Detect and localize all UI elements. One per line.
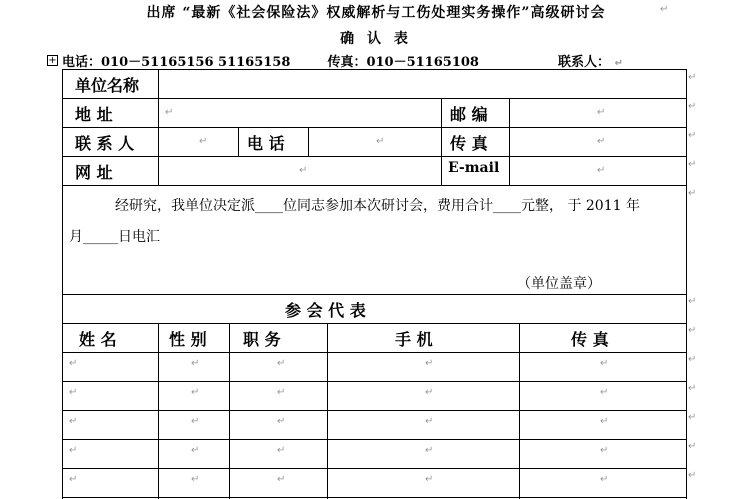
delegates-title: 参 会 代 表 [285, 301, 366, 320]
row-end-mark-icon: ↵ [688, 101, 697, 112]
table-row[interactable] [63, 411, 686, 439]
cell-mark-icon: ↵ [69, 416, 78, 427]
cell-mark-icon: ↵ [425, 387, 434, 398]
column-divider [441, 98, 442, 185]
website-label: 网 址 [75, 163, 113, 182]
fax-info: 传真：010－51165108 [327, 55, 479, 70]
postcode-label: 邮 编 [450, 105, 488, 124]
phone-info: 电话：010－51165156 51165158 [62, 55, 291, 70]
row-divider [63, 98, 686, 99]
column-divider [238, 127, 239, 156]
col-fax-header: 传 真 [571, 330, 609, 349]
row-end-mark-icon: ↵ [688, 354, 697, 365]
cell-mark-icon: ↵ [69, 387, 78, 398]
cell-mark-icon: ↵ [600, 445, 609, 456]
statement-line-2: 月_____日电汇 [69, 229, 160, 245]
row-end-mark-icon: ↵ [688, 412, 697, 423]
cell-mark-icon: ↵ [600, 387, 609, 398]
table-row[interactable] [63, 382, 686, 410]
cell-mark-icon: ↵ [600, 416, 609, 427]
table-row[interactable] [63, 353, 686, 381]
paragraph-mark-icon: ↵ [660, 4, 669, 15]
cell-mark-icon: ↵ [597, 165, 606, 176]
cell-mark-icon: ↵ [191, 445, 200, 456]
table-row[interactable] [63, 440, 686, 468]
row-divider [63, 185, 686, 186]
cell-mark-icon: ↵ [425, 416, 434, 427]
cell-mark-icon: ↵ [69, 474, 78, 485]
form-subtitle: 确 认 表 [340, 31, 412, 47]
fax-field[interactable] [510, 129, 685, 155]
seal-note: （单位盖章） [517, 276, 601, 292]
unit-name-field[interactable] [159, 71, 685, 97]
cell-mark-icon: ↵ [191, 387, 200, 398]
row-end-mark-icon: ↵ [688, 296, 697, 307]
row-end-mark-icon: ↵ [688, 470, 697, 481]
row-divider [63, 156, 686, 157]
cell-mark-icon: ↵ [191, 416, 200, 427]
cell-mark-icon: ↵ [425, 358, 434, 369]
registration-form-table [62, 69, 687, 499]
contact-person-field[interactable] [159, 129, 237, 155]
row-end-mark-icon: ↵ [688, 159, 697, 170]
cell-mark-icon: ↵ [597, 136, 606, 147]
row-end-mark-icon: ↵ [688, 441, 697, 452]
cell-mark-icon: ↵ [277, 445, 286, 456]
cell-mark-icon: ↵ [600, 474, 609, 485]
address-field[interactable] [159, 100, 440, 126]
cell-mark-icon: ↵ [69, 358, 78, 369]
cell-mark-icon: ↵ [199, 136, 208, 147]
cell-mark-icon: ↵ [425, 445, 434, 456]
row-end-mark-icon: ↵ [688, 188, 697, 199]
contact-person-label: 联 系 人 [75, 134, 135, 153]
phone-label: 电 话 [247, 134, 285, 153]
cell-mark-icon: ↵ [277, 358, 286, 369]
cell-mark-icon: ↵ [277, 474, 286, 485]
row-end-mark-icon: ↵ [688, 325, 697, 336]
cell-mark-icon: ↵ [600, 358, 609, 369]
paragraph-mark-icon: ↵ [614, 58, 623, 69]
contact-person-info: 联系人： [558, 55, 611, 70]
table-row[interactable] [63, 469, 686, 497]
col-position-header: 职 务 [243, 330, 281, 349]
cell-mark-icon: ↵ [191, 474, 200, 485]
email-label: E-mail [448, 160, 500, 176]
table-move-handle-icon[interactable]: + [48, 55, 57, 66]
postcode-field[interactable] [510, 100, 685, 126]
col-name-header: 姓 名 [79, 330, 117, 349]
cell-mark-icon: ↵ [597, 107, 606, 118]
cell-mark-icon: ↵ [425, 474, 434, 485]
col-gender-header: 性 别 [169, 330, 207, 349]
cell-mark-icon: ↵ [277, 416, 286, 427]
fax-label: 传 真 [450, 134, 488, 153]
row-end-mark-icon: ↵ [688, 383, 697, 394]
row-divider [63, 294, 686, 295]
page-title: 出席 “最新《社会保险法》权威解析与工伤处理实务操作”高级研讨会 [146, 5, 606, 21]
cell-mark-icon: ↵ [299, 165, 308, 176]
row-divider [63, 127, 686, 128]
phone-field[interactable] [309, 129, 440, 155]
website-field[interactable] [159, 158, 440, 184]
cell-mark-icon: ↵ [69, 445, 78, 456]
row-end-mark-icon: ↵ [688, 130, 697, 141]
row-end-mark-icon: ↵ [688, 72, 697, 83]
unit-name-label: 单位名称 [75, 76, 140, 95]
cell-mark-icon: ↵ [191, 358, 200, 369]
cell-mark-icon: ↵ [165, 107, 174, 118]
address-label: 地 址 [75, 105, 113, 124]
contact-line [62, 51, 623, 70]
cell-mark-icon: ↵ [376, 136, 385, 147]
statement-line-1: 经研究，我单位决定派____位同志参加本次研讨会，费用合计____元整， 于 2011 年 [115, 198, 640, 214]
col-mobile-header: 手 机 [395, 330, 433, 349]
email-field[interactable] [510, 158, 685, 184]
cell-mark-icon: ↵ [277, 387, 286, 398]
row-divider [63, 323, 686, 324]
